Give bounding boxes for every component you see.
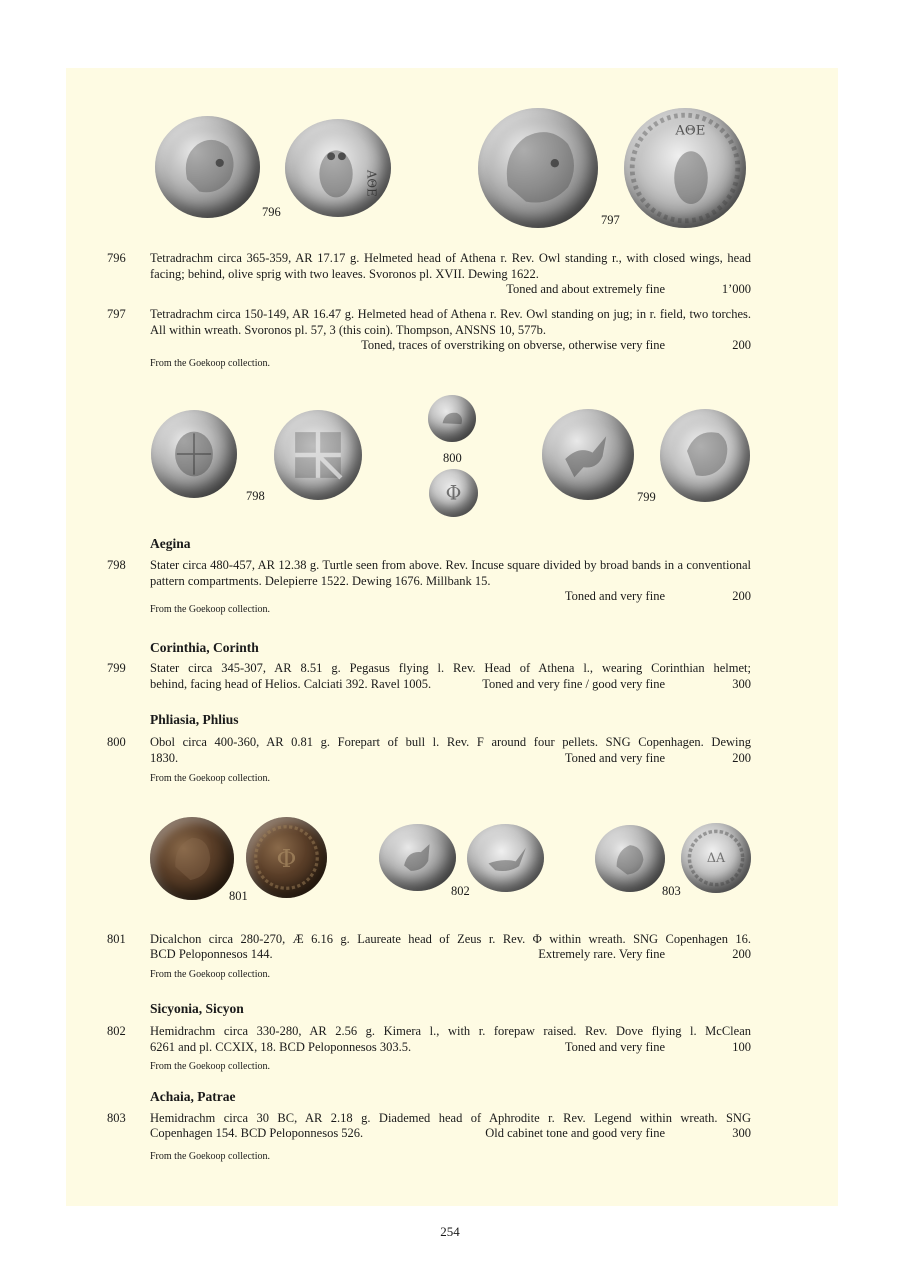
photo-label-798: 798 — [246, 489, 265, 503]
lot-number: 800 — [107, 735, 126, 749]
lot-estimate: 200 — [732, 947, 751, 961]
lot-description: Tetradrachm circa 150-149, AR 16.47 g. Helmeted head of Athena r. Rev. Owl standing on jug; in r. field, two torches. All within wreath. Svoronos pl. 57, 3 (this coin). Thompson, ANSNS 10, 577b. — [150, 307, 751, 337]
coin-802-obverse — [379, 824, 456, 891]
lot-grade: Toned and very fine — [564, 1040, 665, 1054]
lot-grade: Toned, traces of overstriking on obverse, otherwise very fine — [361, 338, 665, 352]
lot-estimate: 200 — [732, 338, 751, 352]
region-heading: Corinthia, Corinth — [150, 640, 259, 655]
provenance-note: From the Goekoop collection. — [150, 604, 270, 615]
lot-description-line1: Hemidrachm circa 330-280, AR 2.56 g. Kimera l., with r. forepaw raised. Rev. Dove flying l. McClean — [150, 1024, 751, 1038]
lot-description-line2: Copenhagen 154. BCD Peloponnesos 526. — [150, 1126, 364, 1140]
grade-line — [150, 282, 751, 298]
lot-description: Tetradrachm circa 365-359, AR 17.17 g. Helmeted head of Athena r. Rev. Owl standing r., with closed wings, head facing; behind, olive sprig with two leaves. Svoronos pl. XVII. Dewing 1622. — [150, 251, 751, 281]
grade-line — [150, 677, 751, 693]
coin-803-obverse — [595, 825, 665, 892]
lot-number: 797 — [107, 307, 126, 321]
lot-grade: Toned and very fine — [564, 751, 665, 765]
photo-label-801: 801 — [229, 889, 248, 903]
photo-label-799: 799 — [637, 490, 656, 504]
lot-description-line1: Hemidrachm circa 30 BC, AR 2.18 g. Diademed head of Aphrodite r. Rev. Legend within wreath. SNG — [150, 1111, 751, 1125]
region-heading: Aegina — [150, 536, 191, 551]
lot-grade: Toned and very fine / good very fine — [482, 677, 665, 691]
lot-grade: Toned and very fine — [564, 589, 665, 603]
photo-label-797: 797 — [601, 213, 620, 227]
coin-803-reverse — [681, 823, 751, 893]
photo-label-800: 800 — [443, 451, 462, 465]
lot-estimate: 300 — [732, 1126, 751, 1140]
region-heading: Sicyonia, Sicyon — [150, 1001, 244, 1016]
coin-796-obverse — [155, 116, 260, 218]
coin-798-reverse — [274, 410, 362, 500]
provenance-note: From the Goekoop collection. — [150, 358, 270, 369]
lot-description-line2: 6261 and pl. CCXIX, 18. BCD Peloponnesos 303.5. — [150, 1040, 412, 1054]
rev-800-inscription: Φ — [445, 481, 462, 505]
grade-line — [150, 947, 751, 963]
coin-798-obverse — [151, 410, 237, 498]
grade-line — [150, 751, 751, 767]
coin-796-reverse — [285, 119, 391, 217]
coin-800-reverse — [429, 469, 478, 517]
lot-estimate: 300 — [732, 677, 751, 691]
grade-line — [150, 338, 751, 354]
provenance-note: From the Goekoop collection. — [150, 1061, 270, 1072]
coin-799-reverse — [660, 409, 750, 502]
rev-803-inscription: ΔΑ — [706, 850, 726, 866]
lot-grade: Old cabinet tone and good very fine — [485, 1126, 665, 1140]
lot-description-line1: Stater circa 345-307, AR 8.51 g. Pegasus flying l. Rev. Head of Athena l., wearing Corinthian helmet; — [150, 661, 751, 675]
coin-797-obverse — [478, 108, 598, 228]
lot-description-line1: Obol circa 400-360, AR 0.81 g. Forepart of bull l. Rev. F around four pellets. SNG Copenhagen. Dewing — [150, 735, 751, 749]
lot-number: 801 — [107, 932, 126, 946]
rev-801-inscription: Φ — [276, 844, 297, 874]
lot-description: Stater circa 480-457, AR 12.38 g. Turtle seen from above. Rev. Incuse square divided by broad bands in a conventional pattern compartments. Delepierre 1522. Dewing 1676. Millbank 15. — [150, 558, 751, 588]
coin-802-reverse — [467, 824, 544, 892]
lot-number: 803 — [107, 1111, 126, 1125]
lot-estimate: 200 — [732, 751, 751, 765]
lot-number: 798 — [107, 558, 126, 572]
coin-801-reverse — [246, 817, 327, 898]
grade-line — [150, 1126, 751, 1142]
coin-797-reverse — [624, 108, 746, 228]
lot-estimate: 200 — [732, 589, 751, 603]
coin-800-obverse — [428, 395, 476, 442]
coin-801-obverse — [150, 817, 234, 900]
photo-label-803: 803 — [662, 884, 681, 898]
owl-797-inscription: ΑΘΕ — [675, 123, 706, 139]
coin-799-obverse — [542, 409, 634, 500]
provenance-note: From the Goekoop collection. — [150, 969, 270, 980]
owl-796-inscription: ΑΘΕ — [364, 169, 379, 197]
lot-grade: Toned and about extremely fine — [506, 282, 665, 296]
lot-description-line1: Dicalchon circa 280-270, Æ 6.16 g. Laureate head of Zeus r. Rev. Φ within wreath. SNG Copenhagen 16. — [150, 932, 751, 946]
region-heading: Achaia, Patrae — [150, 1089, 236, 1104]
provenance-note: From the Goekoop collection. — [150, 1151, 270, 1162]
lot-description-line2: 1830. — [150, 751, 179, 765]
lot-description-line2: BCD Peloponnesos 144. — [150, 947, 273, 961]
lot-number: 799 — [107, 661, 126, 675]
region-heading: Phliasia, Phlius — [150, 712, 239, 727]
photo-label-802: 802 — [451, 884, 470, 898]
grade-line — [150, 1040, 751, 1056]
grade-line — [150, 589, 751, 605]
provenance-note: From the Goekoop collection. — [150, 773, 270, 784]
photo-label-796: 796 — [262, 205, 281, 219]
lot-number: 796 — [107, 251, 126, 265]
lot-grade: Extremely rare. Very fine — [538, 947, 665, 961]
page-number: 254 — [440, 1224, 460, 1239]
lot-number: 802 — [107, 1024, 126, 1038]
lot-estimate: 1’000 — [721, 282, 751, 296]
lot-estimate: 100 — [732, 1040, 751, 1054]
lot-description-line2: behind, facing head of Helios. Calciati 392. Ravel 1005. — [150, 677, 432, 691]
